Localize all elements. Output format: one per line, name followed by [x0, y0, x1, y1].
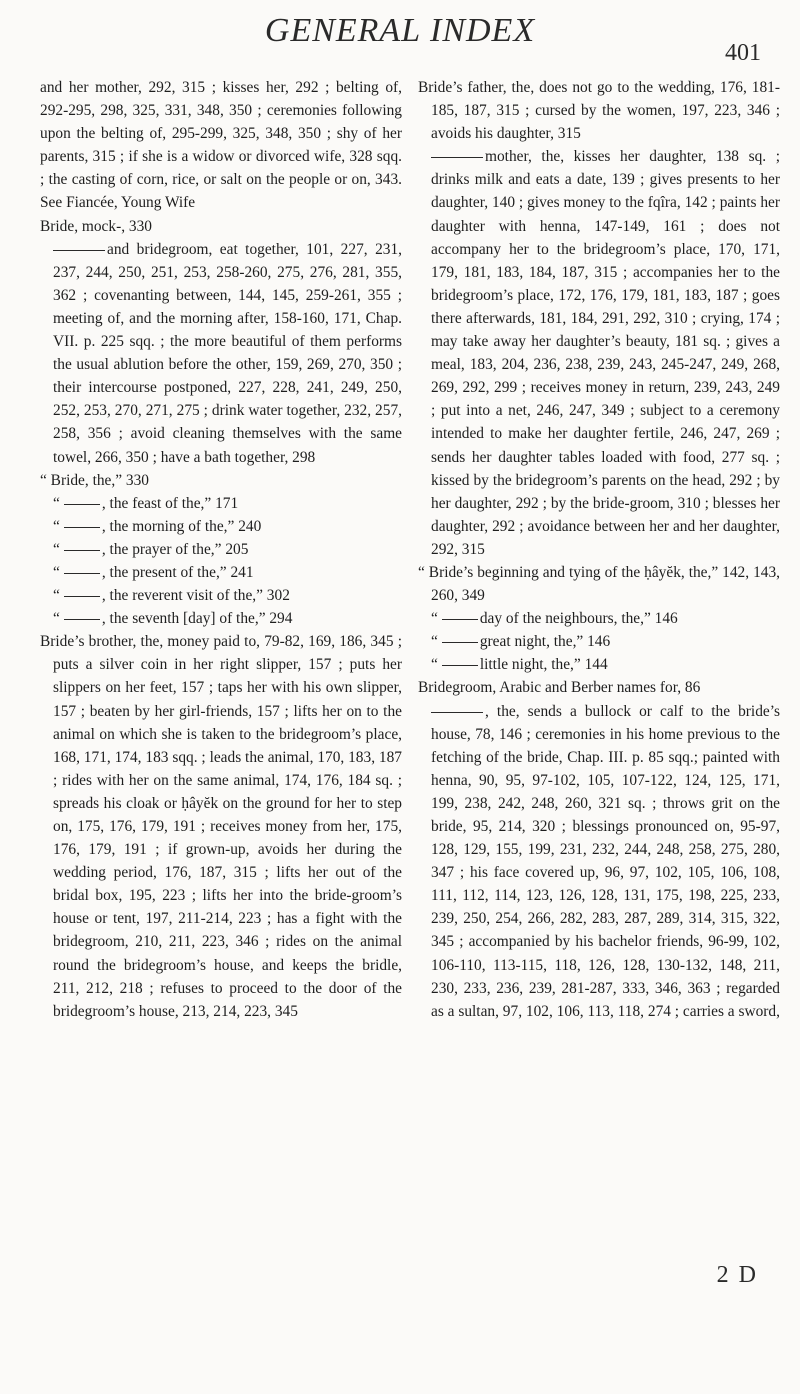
index-subentry-reverent: “ , the reverent visit of the,” 302 [53, 587, 290, 605]
signature-mark: 2 D [716, 1262, 758, 1288]
ditto-dash [442, 665, 478, 666]
ditto-dash [442, 619, 478, 620]
page-header [0, 12, 800, 66]
index-subentry-bridegroom-the: , the, sends a bullock or calf to the bride’s house, 78, 146 ; ceremonies in his home previous to the fetching of the bride, Chap. III. p. 85 sqq.; painted with henna, 90, 95, 97-102, 105, 107-122, 124, 125, 171, 199, 238, 242, 248, 260, 321 sq. ; throws grit on the bride, 95, 214, 320 ; blessings pronounced on, 95-97, 128, 129, 155, 199, 231, 232, 244, 248, 258, 275, 280, 347 ; his face covered up, 96, 97, 102, 105, 106, 108, 111, 112, 114, 123, 126, 128, 131, 175, 198, 225, 233, 239, 250, 254, 266, 282, 283, 287, 289, 314, 315, 322, 345 ; accompanied by his bachelor friends, 96-99, 102, 106-110, 113-115, 118, 126, 128, 130-132, 148, 211, 230, 233, 236, 239, 281-287, 333, 346, 363 ; regarded as a sultan, 97, 102, 106, 113, 118, 274 ; carries a sword, [431, 702, 780, 1020]
index-subentry-mother: mother, the, kisses her daughter, 138 sq. ; drinks milk and eats a date, 139 ; gives presents to her daughter, 140 ; gives money to the fqîra, 142 ; paints her daughter with henna, 147-149, 161 ; does not accompany her to the bridegroom’s place, 170, 171, 179, 181, 183, 184, 187, 315 ; accompanies her to the bridegroom’s place, 172, 176, 179, 181, 183, 187 ; goes there afterwards, 181, 184, 291, 292, 310 ; crying, 174 ; may take away her daughter’s beauty, 181 sq. ; gives a meal, 183, 204, 236, 238, 239, 243, 245-247, 249, 268, 269, 292, 299 ; receives money in return, 239, 243, 249 ; put into a net, 246, 247, 349 ; subject to a ceremony intended to make her daughter fertile, 246, 247, 269 ; sends her daughter tables loaded with food, 277 sq. ; kissed by the bridegroom’s parents on the head, 292 ; by her daughter, 292 ; by the bride-groom, 310 ; blesses her daughter, 292 ; avoidance between her and her daughter, 292, 315 [431, 148, 780, 558]
running-title: GENERAL INDEX [264, 12, 536, 49]
ditto-dash [64, 573, 100, 574]
right-column [418, 76, 780, 1023]
ditto-dash [431, 712, 483, 713]
left-column [40, 76, 402, 1023]
ditto-dash [431, 157, 483, 158]
index-subentry-great-night: “ great night, the,” 146 [431, 633, 611, 651]
page-number: 401 [725, 40, 761, 66]
ditto-dash [64, 550, 100, 551]
ditto-dash [64, 619, 100, 620]
index-subentry-day-neighbours: “ day of the neighbours, the,” 146 [431, 610, 678, 628]
index-subentry-and-bridegroom: and bridegroom, eat together, 101, 227, 231, 237, 244, 250, 251, 253, 258-260, 275, 276, 281, 355, 362 ; covenanting between, 144, 145, 259-261, 355 ; meeting of, and the morning after, 158-160, 171, Chap. VII. p. 225 sqq. ; the more beautiful of them performs the usual ablution before the other, 159, 269, 270, 350 ; their intercourse postponed, 227, 228, 241, 249, 250, 252, 253, 270, 271, 275 ; drink water together, 232, 257, 258, 356 ; avoid cleaning themselves with the same towel, 266, 350 ; have a bath together, 298 [53, 240, 402, 466]
index-entry-brides-father: Bride’s father, the, does not go to the wedding, 176, 181-185, 187, 315 ; cursed by the women, 197, 223, 346 ; avoids his daughter, 315 [418, 79, 780, 143]
index-subentry-morning: “ , the morning of the,” 240 [53, 517, 262, 535]
index-entry-bride-the: “ Bride, the,” 330 [40, 471, 149, 489]
index-subentry-seventh: “ , the seventh [day] of the,” 294 [53, 610, 293, 628]
ditto-dash [64, 504, 100, 505]
ditto-dash [64, 527, 100, 528]
ditto-dash [64, 596, 100, 597]
index-entry-bridegroom-names: Bridegroom, Arabic and Berber names for, 86 [418, 679, 701, 697]
index-subentry-present: “ , the present of the,” 241 [53, 563, 254, 581]
index-subentry-prayer: “ , the prayer of the,” 205 [53, 540, 249, 558]
index-entry-continued: and her mother, 292, 315 ; kisses her, 292 ; belting of, 292-295, 298, 325, 331, 348, 350 ; ceremonies following upon the belting of, 295-299, 325, 348, 350 ; shy of her parents, 315 ; if she is a widow or divorced wife, 328 sqq. ; the casting of corn, rice, or salt on the people or on, 343. See Fiancée, Young Wife [40, 79, 402, 212]
index-entry-bride-mock: Bride, mock-, 330 [40, 217, 152, 235]
index-subentry-feast: “ , the feast of the,” 171 [53, 494, 239, 512]
index-entry-brides-brother: Bride’s brother, the, money paid to, 79-82, 169, 186, 345 ; puts a silver coin in her right slipper, 157 ; puts her slippers on her feet, 157 ; taps her with his own slipper, 157 ; beaten by her girl-friends, 157 ; lifts her on to the animal on which she is taken to the bridegroom’s place, 168, 171, 174, 183 sqq. ; leads the animal, 170, 183, 187 ; rides with her on the same animal, 174, 176, 184 sq. ; spreads his cloak or ḥâyĕk on the ground for her to step on, 175, 176, 179, 191 ; receives money from her, 175, 176, 179, 191 ; if grown-up, avoids her during the wedding period, 176, 187, 315 ; lifts her out of the bridal box, 195, 223 ; lifts her into the bride-groom’s house or tent, 197, 211-214, 223 ; has a fight with the bridegroom, 210, 211, 223, 346 ; rides on the animal round the bridegroom’s house, and keeps the bridle, 211, 212, 218 ; refuses to proceed to the door of the bridegroom’s house, 213, 214, 223, 345 [40, 633, 402, 1020]
index-subentry-little-night: “ little night, the,” 144 [431, 656, 608, 674]
ditto-dash [53, 250, 105, 251]
index-entry-brides-beginning: “ Bride’s beginning and tying of the ḥâyĕk, the,” 142, 143, 260, 349 [418, 563, 780, 605]
ditto-dash [442, 642, 478, 643]
